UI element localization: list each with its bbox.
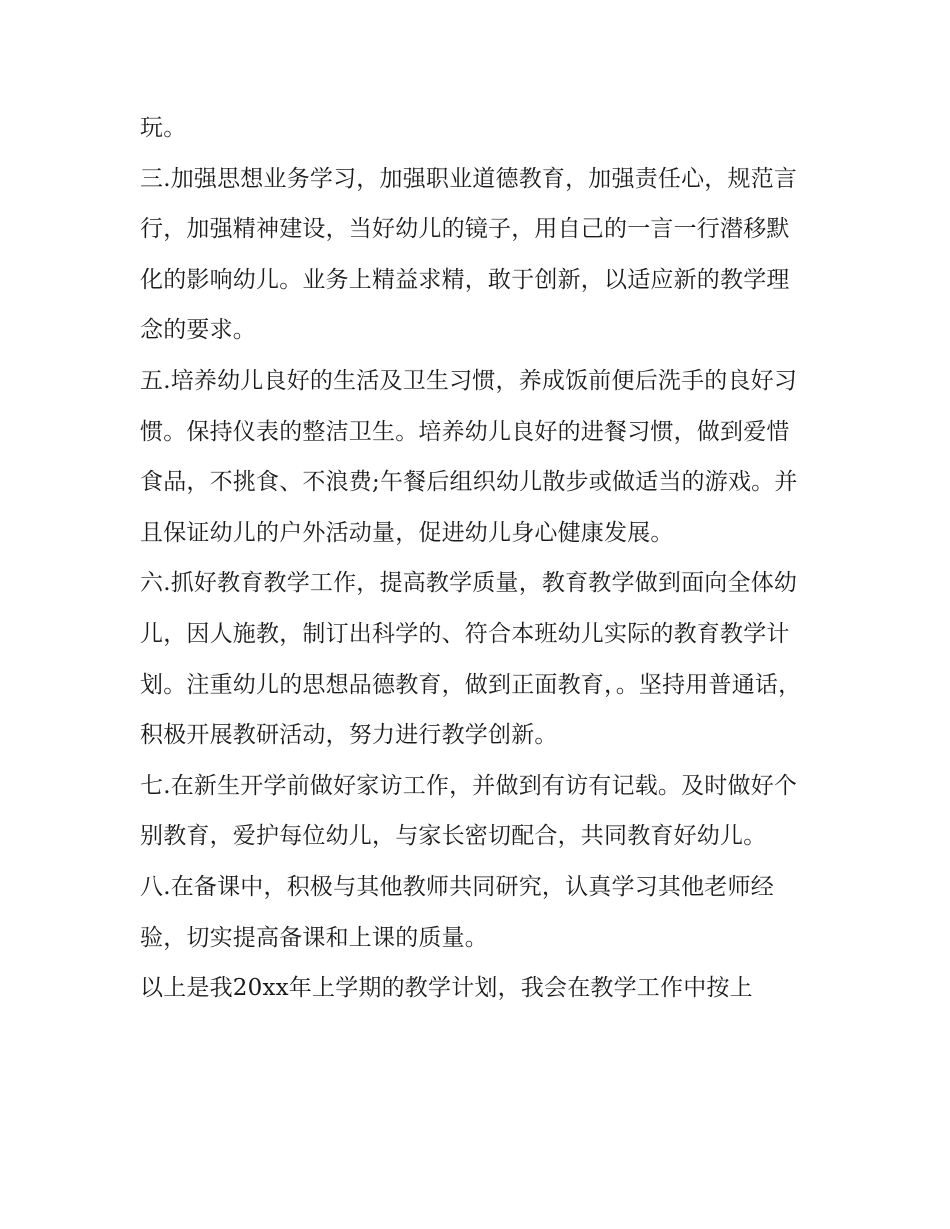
paragraph-item-6: 六.抓好教育教学工作，提高教学质量，教育教学做到面向全体幼儿，因人施教，制订出科学的、符合本班幼儿实际的教育教学计划。注重幼儿的思想品德教育，做到正面教育，。坚持用普通话，积极开展教研活动，努力进行教学创新。 [140,570,802,749]
paragraph-item-8: 八.在备课中，积极与其他教师共同研究，认真学习其他老师经验，切实提高备课和上课的质量。 [140,873,774,951]
paragraph-conclusion: 以上是我20xx年上学期的教学计划，我会在教学工作中按上 [140,975,753,1002]
paragraph-continuation: 玩。 [140,115,187,141]
document-body [140,103,812,1014]
paragraph-item-5: 五.培养幼儿良好的生活及卫生习惯，养成饭前便后洗手的良好习惯。保持仪表的整洁卫生。培养幼儿良好的进餐习惯，做到爱惜食品，不挑食、不浪费;午餐后组织幼儿散步或做适当的游戏。并且保证幼儿的户外活动量，促进幼儿身心健康发展。 [140,367,798,546]
paragraph-item-7: 七.在新生开学前做好家访工作，并做到有访有记载。及时做好个别教育，爱护每位幼儿，与家长密切配合，共同教育好幼儿。 [140,772,798,850]
paragraph-item-3: 三.加强思想业务学习，加强职业道德教育，加强责任心，规范言行，加强精神建设，当好幼儿的镜子，用自己的一言一行潜移默化的影响幼儿。业务上精益求精，敢于创新，以适应新的教学理念的要求。 [140,165,798,344]
